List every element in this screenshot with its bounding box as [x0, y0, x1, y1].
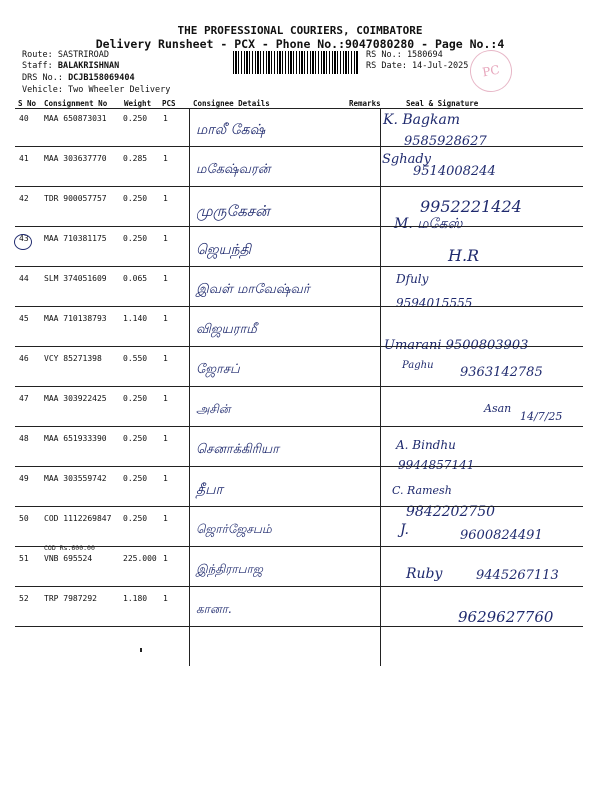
row-consignee-handwriting: தீபா: [196, 482, 223, 498]
row-weight: 0.250: [123, 474, 148, 483]
row-pcs: 1: [163, 274, 168, 283]
row-signature-phone: 9944857141: [398, 458, 475, 472]
row-rule: [15, 466, 583, 467]
row-pcs: 1: [163, 194, 168, 203]
row-consignee-handwriting: செனாக்கிரியா: [196, 442, 279, 457]
row-signature: C. Ramesh: [392, 484, 452, 497]
barcode: [233, 51, 359, 74]
company-title: THE PROFESSIONAL COURIERS, COIMBATORE: [177, 24, 423, 37]
vehicle-line: Vehicle: Two Wheeler Delivery: [22, 85, 171, 95]
col-header-weight: Weight: [124, 99, 152, 108]
row-signature: Paghu: [402, 360, 434, 371]
row-rule: [15, 426, 583, 427]
column-divider: [380, 108, 381, 666]
row-pcs: 1: [163, 514, 168, 523]
row-consignment-no: MAA 710381175: [44, 234, 107, 243]
row-sno: 51: [19, 554, 29, 563]
row-weight: 0.250: [123, 434, 148, 443]
row-signature: K. Bagkam: [383, 112, 461, 128]
row-consignee-handwriting: கானா.: [196, 602, 232, 616]
drs-line: [22, 73, 135, 84]
row-consignee-handwriting: இவள் மாவேஷ்வர்: [196, 282, 310, 297]
row-rule: [15, 586, 583, 587]
row-signature: Dfuly: [396, 272, 429, 286]
row-pcs: 1: [163, 434, 168, 443]
row-weight: 0.250: [123, 514, 148, 523]
row-consignment-no: MAA 651933390: [44, 434, 107, 443]
row-sno: 50: [19, 514, 29, 523]
row-sno: 43: [19, 234, 29, 243]
row-consignee-handwriting: இந்திராபாஜ: [196, 562, 263, 576]
rs-number: RS No.: 1580694: [366, 50, 443, 60]
row-sno: 45: [19, 314, 29, 323]
row-consignee-handwriting: ஜெயந்தி: [196, 242, 252, 258]
office-stamp: PC: [467, 47, 516, 96]
row-sno: 49: [19, 474, 29, 483]
row-weight: 0.285: [123, 154, 148, 163]
col-header-pcs: PCS: [162, 99, 176, 108]
row-signature: Ruby: [406, 566, 443, 582]
drs-label: DRS No.:: [22, 73, 69, 83]
row-signature: Asan: [484, 402, 512, 415]
row-consignee-handwriting: மகேஷ்வரன்: [196, 162, 271, 177]
ink-mark: [140, 648, 142, 652]
row-signature: A. Bindhu: [396, 438, 456, 452]
row-sno: 52: [19, 594, 29, 603]
col-header-remarks: Remarks: [349, 99, 381, 108]
row-weight: 0.250: [123, 194, 148, 203]
row-signature-phone: 9445267113: [476, 568, 559, 583]
row-pcs: 1: [163, 594, 168, 603]
row-consignment-no: MAA 303559742: [44, 474, 107, 483]
runsheet-subtitle: Delivery Runsheet - PCX - Phone No.:9047080280 - Page No.:4: [95, 37, 505, 51]
row-signature-phone: 9585928627: [404, 134, 487, 149]
row-consignee-handwriting: ஜோசப்: [196, 362, 240, 377]
rs-date: RS Date: 14-Jul-2025: [366, 61, 469, 71]
row-pcs: 1: [163, 114, 168, 123]
row-consignment-no: TRP 7987292: [44, 594, 97, 603]
row-weight: 1.180: [123, 594, 148, 603]
row-rule: [15, 386, 583, 387]
row-sno: 41: [19, 154, 29, 163]
col-header-consignment: Consignment No: [44, 99, 108, 108]
row-signature: J.: [400, 522, 409, 538]
row-signature-phone: 14/7/25: [520, 410, 563, 423]
row-pcs: 1: [163, 474, 168, 483]
route-line: Route: SASTRIROAD: [22, 50, 109, 60]
row-consignment-no: MAA 650873031: [44, 114, 107, 123]
header-rule: [15, 108, 583, 109]
row-consignment-no: COD 1112269847: [44, 514, 112, 523]
row-signature: 9952221424: [420, 197, 522, 216]
col-header-consignee: Consignee Details: [193, 99, 270, 108]
row-consignment-no: VCY 85271398: [44, 354, 102, 363]
row-rule: [15, 266, 583, 267]
row-weight: 0.250: [123, 234, 148, 243]
row-weight: 0.550: [123, 354, 148, 363]
row-weight: 225.000: [123, 554, 157, 563]
row-consignment-no: TDR 900057757: [44, 194, 107, 203]
row-weight: 0.065: [123, 274, 148, 283]
col-header-signature: Seal & Signature: [406, 99, 479, 108]
staff-name: BALAKRISHNAN: [57, 61, 120, 71]
row-weight: 0.250: [123, 114, 148, 123]
row-rule: [15, 186, 583, 187]
row-signature-phone: 9594015555: [396, 296, 473, 310]
sno-circle-mark: [14, 234, 32, 250]
row-consignee-handwriting: விஜயராமீ: [196, 322, 257, 337]
row-signature-phone: 9600824491: [460, 528, 543, 543]
row-consignment-no: MAA 303637770: [44, 154, 107, 163]
row-signature-phone: 9363142785: [460, 365, 543, 380]
row-rule: [15, 226, 583, 227]
row-consignee-handwriting: முருகேசன்: [196, 202, 270, 220]
row-signature-phone: Umarani 9500803903: [384, 338, 529, 353]
row-pcs: 1: [163, 554, 168, 563]
row-sno: 42: [19, 194, 29, 203]
column-divider: [189, 108, 190, 666]
row-pcs: 1: [163, 394, 168, 403]
staff-label: Staff:: [22, 61, 58, 71]
row-rule: [15, 506, 583, 507]
row-signature-phone: 9514008244: [413, 164, 496, 179]
row-cod-amount: COD Rs.600.00: [44, 544, 95, 552]
row-consignment-no: SLM 374051609: [44, 274, 107, 283]
row-sno: 48: [19, 434, 29, 443]
row-consignment-no: VNB 695524: [44, 554, 93, 563]
row-rule: [15, 146, 583, 147]
row-signature-phone: 9842202750: [406, 504, 496, 520]
row-signature-phone: H.R: [448, 246, 480, 265]
row-signature-phone: 9629627760: [458, 608, 554, 626]
row-pcs: 1: [163, 354, 168, 363]
row-consignee-handwriting: மாலீ கேஷ்: [196, 122, 266, 138]
row-rule: [15, 346, 583, 347]
row-sno: 47: [19, 394, 29, 403]
row-consignment-no: MAA 303922425: [44, 394, 107, 403]
col-header-sno: S No: [18, 99, 37, 108]
row-consignment-no: MAA 710138793: [44, 314, 107, 323]
row-weight: 0.250: [123, 394, 148, 403]
row-weight: 1.140: [123, 314, 148, 323]
row-pcs: 1: [163, 314, 168, 323]
row-sno: 44: [19, 274, 29, 283]
row-sno: 46: [19, 354, 29, 363]
staff-line: [22, 61, 119, 72]
row-rule: [15, 546, 583, 547]
row-consignee-handwriting: அசின்: [196, 402, 231, 416]
drs-number: DCJB158069404: [68, 73, 135, 83]
row-pcs: 1: [163, 154, 168, 163]
row-signature-phone: M. மகேஸ்: [394, 216, 463, 232]
row-sno: 40: [19, 114, 29, 123]
row-consignee-handwriting: ஜொர்ஜேசபம்: [196, 522, 272, 536]
row-signature: Sghady: [382, 152, 432, 167]
row-pcs: 1: [163, 234, 168, 243]
row-rule: [15, 306, 583, 307]
row-rule: [15, 626, 583, 627]
